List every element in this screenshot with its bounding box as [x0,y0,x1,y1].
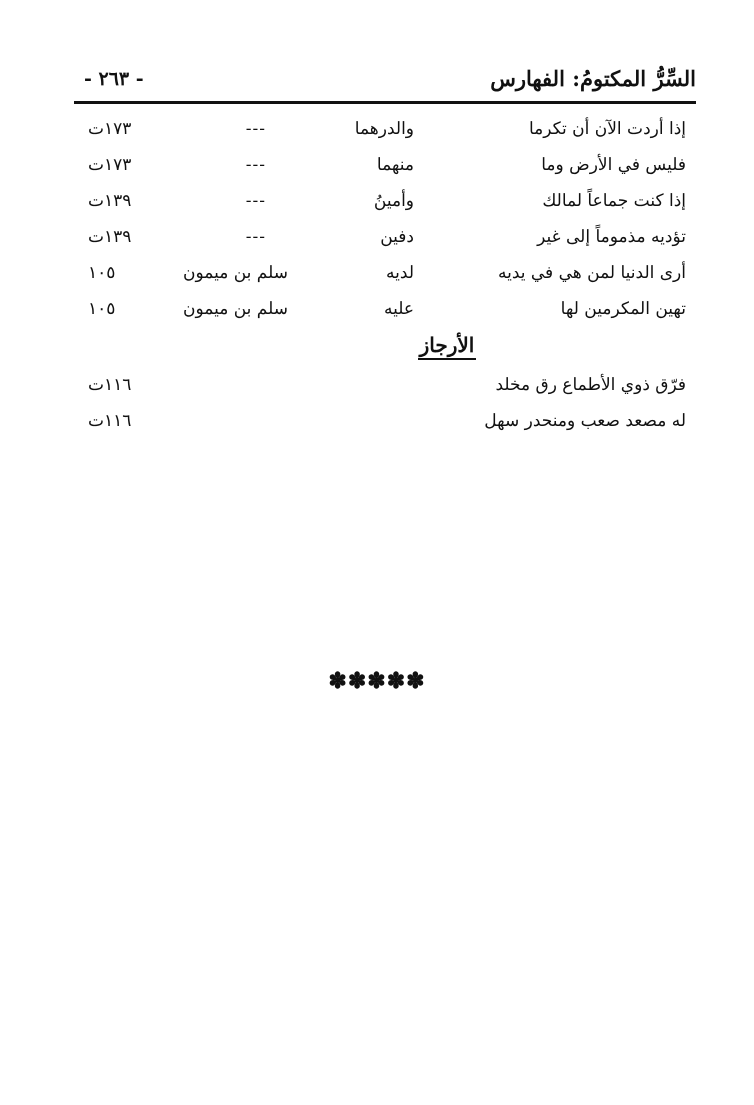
rhyme-word: لديه [386,263,414,283]
rhyme-word: عليه [383,299,414,319]
rhyme-word: والدرهما [354,119,414,139]
index-row [74,149,696,185]
verse-text: تهين المكرمين لها [560,299,686,319]
verse-text: فرّق ذوي الأطماع رق مخلد [495,375,686,395]
page-ref: ١٧٣ت [88,155,132,175]
page-ref: ١٣٩ت [88,227,132,247]
page-ref: ١٣٩ت [88,191,132,211]
verse-text: فليس في الأرض وما [541,155,686,175]
rhyme-word: وأمينُ [373,191,414,211]
section-heading [74,329,696,369]
page-number: - ٢٦٣ - [84,68,144,90]
verse-text: له مصعد صعب ومنحدر سهل [484,411,686,431]
page-ref: ١٠٥ [88,299,116,319]
verse-text: إذا كنت جماعاً لمالك [542,191,686,211]
poet-name: --- [245,119,266,139]
index-row [74,293,696,329]
index-row [74,221,696,257]
page-ref: ١٧٣ت [88,119,132,139]
page-ref: ١١٦ت [88,411,132,431]
end-ornament: ✽✽✽✽✽ [328,668,426,694]
poet-name: --- [245,155,266,175]
index-row [74,257,696,293]
verse-text: تؤديه مذموماً إلى غير [537,227,686,247]
running-title: السِّرُّ المكتومُ: الفهارس [490,66,696,91]
index-row [74,113,696,149]
index-row [74,185,696,221]
poet-name: --- [245,191,266,211]
index-table [74,113,696,441]
verse-text: أرى الدنيا لمن هي في يديه [497,263,686,283]
rhyme-word: دفين [380,227,414,247]
poet-name: سلم بن ميمون [183,299,288,319]
rhyme-word: منهما [376,155,414,175]
verse-text: إذا أردت الآن أن تكرما [528,119,686,139]
section-title: الأرجاز [418,333,477,360]
page-ref: ١٠٥ [88,263,116,283]
index-row [74,405,696,441]
header-rule [74,101,696,104]
index-row [74,369,696,405]
poet-name: سلم بن ميمون [183,263,288,283]
page-ref: ١١٦ت [88,375,132,395]
poet-name: --- [245,227,266,247]
page-header [74,62,696,100]
